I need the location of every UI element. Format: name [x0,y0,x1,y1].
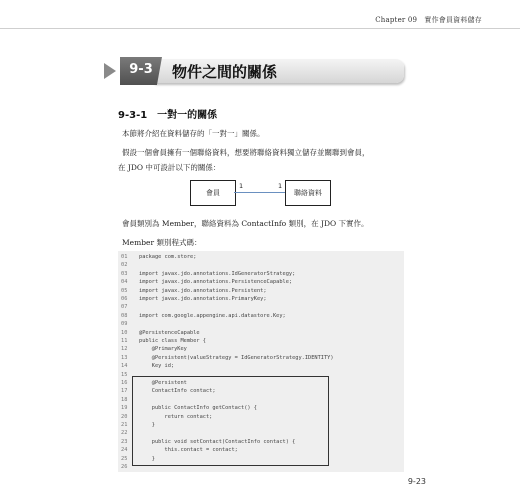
code-text: Key id; [139,363,175,370]
line-number: 18 [121,396,128,403]
code-text: } [139,422,155,428]
code-line [118,253,196,261]
relationship-diagram [190,180,330,206]
code-text: public ContactInfo getContact() { [139,405,257,412]
line-number: 06 [121,296,128,302]
code-text: import javax.jdo.annotations.PersistenceCapable; [139,279,293,286]
line-number: 09 [121,321,128,328]
paragraph-scenario: 假設一個會員擁有一個聯絡資料，想要將聯絡資料獨立儲存並關聯到會員， [122,148,370,157]
line-number: 04 [121,279,128,286]
line-number: 02 [121,262,128,269]
line-number: 26 [121,464,128,470]
code-line [118,354,334,362]
code-line [118,413,212,421]
contact-info-box: 聯絡資料 [285,180,331,206]
code-line [118,295,267,303]
section-title: 物件之間的關係 [172,63,278,81]
code-line [118,261,139,269]
code-line [118,421,155,429]
code-line [118,320,139,328]
paragraph-code-intro: Member 類別程式碼： [122,238,202,247]
code-text: public class Member { [139,338,206,344]
code-text: @PrimaryKey [139,346,187,353]
code-line [118,463,139,471]
line-number: 24 [121,447,128,454]
line-number: 19 [121,405,128,412]
code-text: import javax.jdo.annotations.PrimaryKey; [139,296,267,302]
code-text: public void setContact(ContactInfo contact) { [139,438,296,445]
code-text: import javax.jdo.annotations.Persistent; [139,287,267,294]
line-number: 12 [121,346,128,353]
code-text: @PersistenceCapable [139,329,200,336]
code-line [118,270,295,278]
paragraph-classes: 會員類別為 Member，聯絡資料為 ContactInfo 類別，在 JDO 下實作。 [122,219,369,228]
line-number: 20 [121,413,128,420]
code-line [118,312,286,320]
subsection-heading: 9-3-1 一對一的關係 [118,110,218,121]
right-multiplicity: 1 [278,182,283,190]
paragraph-intro: 本節將介紹在資料儲存的「一對一」關係。 [122,129,265,138]
line-number: 22 [121,430,128,437]
section-number: 9-3 [129,62,153,77]
code-line [118,379,187,387]
code-text: @Persistent [139,380,187,386]
code-text: return contact; [139,413,213,420]
code-line [118,337,206,345]
member-box: 會員 [190,180,236,206]
code-line [118,371,139,379]
code-line [118,438,295,446]
line-number: 25 [121,455,128,462]
code-text: this.contact = contact; [139,447,238,454]
line-number: 03 [121,270,128,277]
code-line [118,362,174,370]
code-line [118,446,238,454]
code-text: package com.store; [139,254,197,260]
page-number: 9-23 [407,477,426,486]
section-banner [104,57,406,87]
code-text: @Persistent(valueStrategy = IdGeneratorStrategy.IDENTITY) [139,354,334,361]
line-number: 01 [121,254,128,260]
banner-arrow-icon [104,63,116,79]
code-text: import javax.jdo.annotations.IdGeneratorStrategy; [139,270,296,277]
code-text: ContactInfo contact; [139,388,216,395]
code-line [118,329,200,337]
code-listing [118,251,404,472]
line-number: 21 [121,422,128,428]
line-number: 23 [121,438,128,445]
code-line [118,278,292,286]
code-line [118,429,139,437]
line-number: 10 [121,329,128,336]
line-number: 08 [121,312,128,319]
relationship-line [234,192,285,193]
line-number: 15 [121,371,128,378]
code-line [118,287,267,295]
left-multiplicity: 1 [239,182,244,190]
code-line [118,455,155,463]
header-divider [0,28,520,29]
line-number: 05 [121,287,128,294]
line-number: 11 [121,338,128,344]
code-line [118,396,139,404]
code-line [118,404,257,412]
code-line [118,387,216,395]
code-text: } [139,455,155,462]
paragraph-scenario-cont: 在 JDO 中可設計以下的關係： [118,163,221,172]
line-number: 13 [121,354,128,361]
line-number: 14 [121,363,128,370]
code-line [118,345,187,353]
line-number: 07 [121,304,128,311]
chapter-header: Chapter 09 實作會員資料儲存 [375,16,482,24]
line-number: 17 [121,388,128,395]
code-text: import com.google.appengine.api.datastore.Key; [139,312,286,319]
line-number: 16 [121,380,128,386]
code-line [118,303,139,311]
